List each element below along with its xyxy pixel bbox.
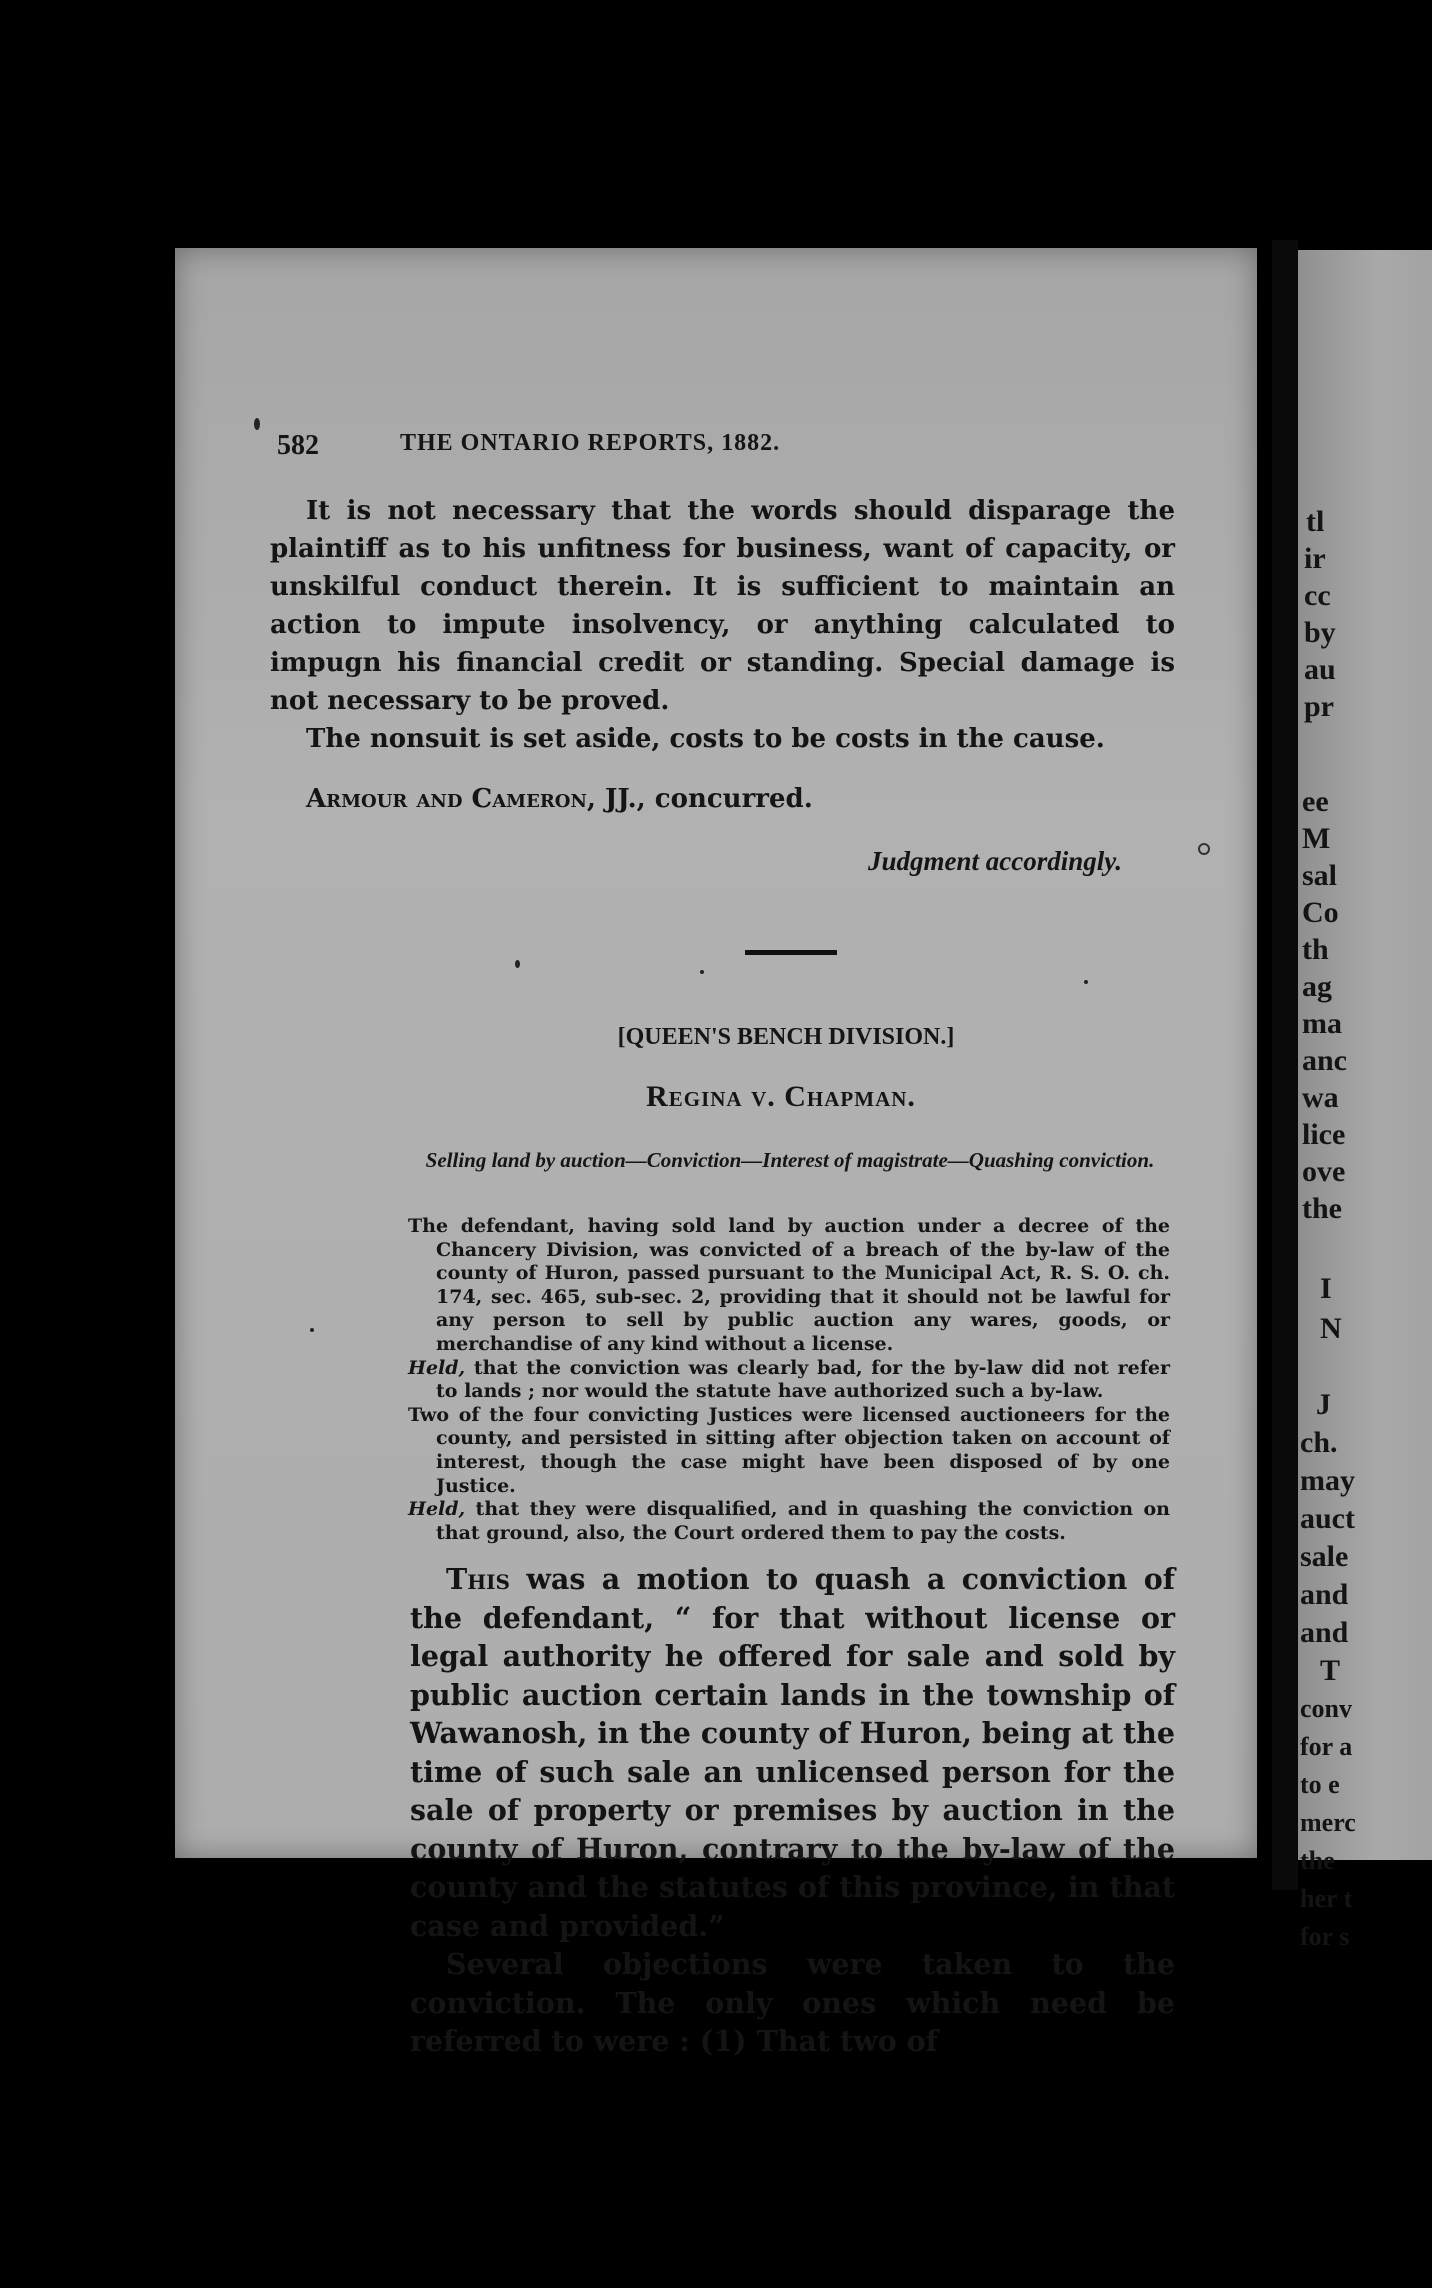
next-page-fragment: I <box>1320 1272 1332 1305</box>
next-page-fragment: au <box>1304 653 1336 686</box>
paragraph <box>410 1945 1175 2061</box>
running-title: THE ONTARIO REPORTS, 1882. <box>400 430 781 456</box>
headnote-text: that the conviction was clearly bad, for the by-law did not refer to lands ; nor would the statute have authorized such a by-law. <box>436 1356 1170 1403</box>
page-number: 582 <box>277 430 319 461</box>
court-division: [QUEEN'S BENCH DIVISION.] <box>617 1024 955 1050</box>
judges-names: Armour and Cameron, JJ., <box>306 784 646 814</box>
headnote-text: that they were disqualified, and in quashing the conviction on that ground, also, the Court ordered them to pay the costs. <box>436 1498 1170 1544</box>
headnote-lead: Held, <box>408 1356 466 1379</box>
next-page-fragment: conv <box>1300 1694 1352 1723</box>
next-page-fragment: auct <box>1300 1502 1355 1535</box>
next-page-fragment: and <box>1300 1616 1349 1649</box>
next-page-fragment: ee <box>1302 785 1329 818</box>
paragraph-text: Several objections were taken to the conviction. The only ones which need be referred to were : (1) That two of <box>410 1947 1175 2058</box>
next-page-fragment: Co <box>1302 896 1339 929</box>
next-page-fragment: pr <box>1304 690 1334 723</box>
next-page-fragment: ag <box>1302 970 1332 1003</box>
headnote-paragraph <box>408 1215 1170 1357</box>
section-divider <box>745 950 837 955</box>
next-page-fragment: anc <box>1302 1044 1347 1077</box>
next-page-fragment: wa <box>1302 1081 1339 1114</box>
paragraph <box>410 1560 1175 1945</box>
next-page-fragment: for s <box>1300 1922 1350 1951</box>
headnote-lead: Held, <box>408 1498 466 1521</box>
next-page-fragment: ove <box>1302 1155 1346 1188</box>
headnote-paragraph <box>408 1357 1170 1404</box>
next-page-fragment: for a <box>1300 1732 1353 1761</box>
paragraph: The nonsuit is set aside, costs to be costs in the cause. <box>306 724 1105 754</box>
next-page-fragment: may <box>1300 1464 1355 1497</box>
headnote-text: The defendant, having sold land by auction under a decree of the Chancery Division, was convicted of a breach of the by-law of the county of Huron, passed pursuant to the Municipal Act, R. S. O. ch. 174, sec. 465, sub-sec. 2, providing that it should not be lawful for any person to sell by public auction any wares, goods, or merchandise of any kind without a license. <box>408 1215 1170 1355</box>
case-title: Regina v. Chapman. <box>646 1080 916 1113</box>
next-page-fragment: the <box>1302 1192 1342 1225</box>
headnote-paragraph <box>408 1498 1170 1545</box>
catchwords: Selling land by auction—Conviction—Interest of magistrate—Quashing conviction. <box>425 1148 1155 1172</box>
next-page-fragment: her t <box>1300 1884 1353 1913</box>
next-page-fragment: sale <box>1300 1540 1349 1573</box>
next-page-fragment: lice <box>1302 1118 1346 1151</box>
paragraph-text: was a motion to quash a conviction of the defendant, “ for that without license or legal authority he offered for sale and sold by public auction certain lands in the township of Wawanosh, in the county of Huron, being at the time of such sale an unlicensed person for the sale of property or premises by auction in the county of Huron, contrary to the by-law of the county and the statutes of this province, in that case and provided.” <box>410 1562 1175 1943</box>
next-page-fragment: tl <box>1306 505 1325 538</box>
next-page-fragment: merc <box>1300 1808 1356 1837</box>
next-page-fragment: T <box>1320 1654 1341 1687</box>
next-page-fragment: and <box>1300 1578 1349 1611</box>
next-page-fragment: to e <box>1300 1770 1340 1799</box>
concurrence <box>306 784 813 814</box>
paragraph: It is not necessary that the words should disparage the plaintiff as to his unfitness for business, want of capacity, or unskilful conduct therein. It is sufficient to maintain an action to impute insolvency, or anything calculated to impugn his financial credit or standing. Special damage is not necessary to be proved. <box>270 496 1175 716</box>
judgment-line: Judgment accordingly. <box>868 846 1122 876</box>
headnote <box>408 1215 1170 1545</box>
headnote-text: Two of the four convicting Justices were licensed auctioneers for the county, and persisted in sitting after objection taken on account of interest, though the case might have been disposed of by one Justice. <box>408 1403 1170 1497</box>
paragraph-lead: This <box>446 1562 510 1596</box>
next-page-fragment: M <box>1302 822 1331 855</box>
case-body <box>410 1560 1175 2061</box>
next-page-fragment: ma <box>1302 1007 1342 1040</box>
next-page-fragment: ir <box>1304 542 1326 575</box>
concurrence-text: concurred. <box>645 784 813 814</box>
book-gutter <box>1272 240 1298 1890</box>
next-page-fragment: J <box>1316 1388 1331 1421</box>
headnote-paragraph <box>408 1404 1170 1498</box>
opinion-conclusion <box>270 492 1175 758</box>
next-page-fragment: sal <box>1302 859 1338 892</box>
next-page-fragment: the <box>1300 1846 1335 1875</box>
next-page-fragment: by <box>1304 616 1336 649</box>
next-page-fragment: ch. <box>1300 1426 1338 1459</box>
next-page-fragment: cc <box>1304 579 1331 612</box>
next-page-fragment: N <box>1320 1312 1342 1345</box>
next-page-fragment: th <box>1302 933 1329 966</box>
adjacent-page <box>1298 250 1432 1951</box>
